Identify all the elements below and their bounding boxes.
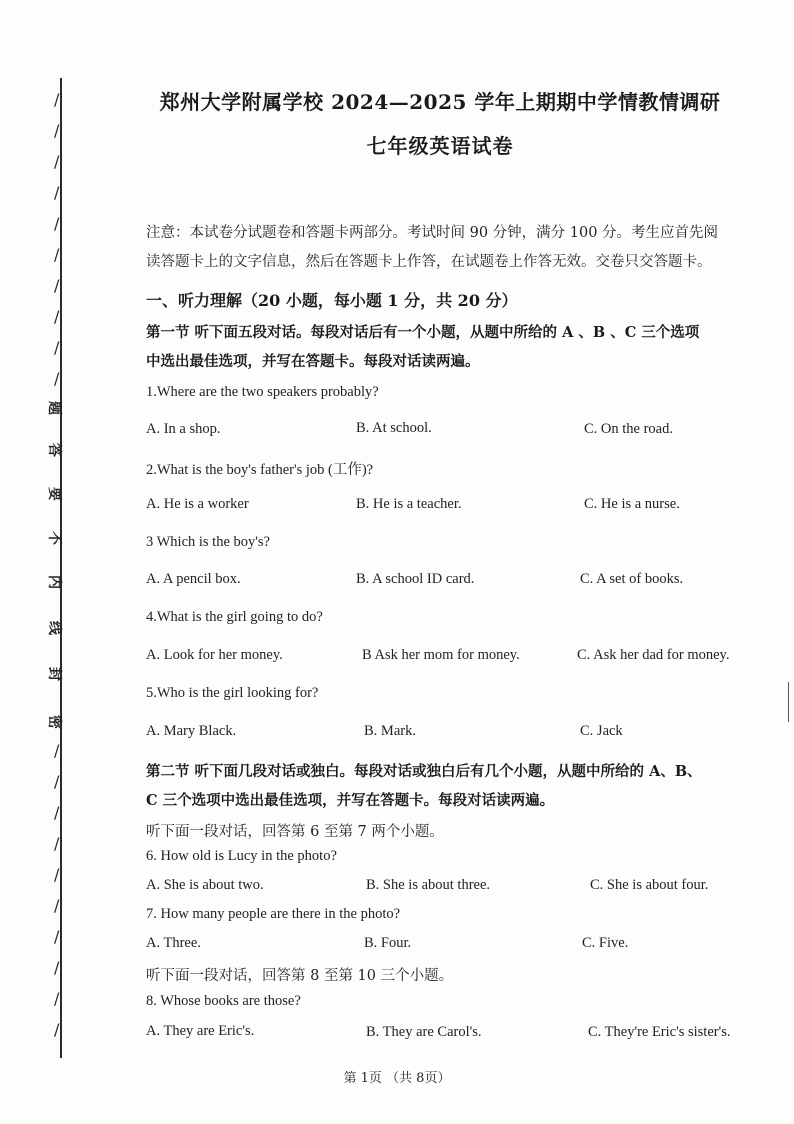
binding-slash: / bbox=[54, 183, 60, 202]
seal-char: 题 bbox=[46, 401, 62, 415]
section-heading: 一、听力理解（20 小题，每小题 1 分，共 20 分） bbox=[146, 291, 518, 310]
option-c: C. Jack bbox=[580, 723, 623, 739]
binding-slash: / bbox=[54, 307, 60, 326]
question-6: 6. How old is Lucy in the photo? bbox=[146, 848, 337, 864]
part1-line-1: 第一节 听下面五段对话。每段对话后有一个小题，从题中所给的 A 、B 、C 三个选项 bbox=[146, 324, 700, 341]
option-c: C. Five. bbox=[582, 935, 629, 951]
option-a: A. Mary Black. bbox=[146, 723, 237, 739]
notice-line-2: 读答题卡上的文字信息，然后在答题卡上作答，在试题卷上作答无效。交卷只交答题卡。 bbox=[146, 254, 712, 270]
binding-slash: / bbox=[54, 772, 60, 791]
binding-slash: / bbox=[54, 245, 60, 264]
question-8: 8. Whose books are those? bbox=[146, 993, 301, 1009]
seal-char: 线 bbox=[46, 621, 62, 635]
part1-line-2: 中选出最佳选项，并写在答题卡。每段对话读两遍。 bbox=[146, 353, 480, 370]
option-c: C. Ask her dad for money. bbox=[577, 647, 730, 663]
binding-slash: / bbox=[54, 1020, 60, 1039]
notice-line-1: 注意：本试卷分试题卷和答题卡两部分。考试时间 90 分钟，满分 100 分。考生应首先阅 bbox=[146, 225, 719, 241]
binding-slash: / bbox=[54, 927, 60, 946]
option-b: B. They are Carol's. bbox=[366, 1024, 482, 1040]
binding-slash: / bbox=[54, 121, 60, 140]
seal-char: 不 bbox=[46, 531, 62, 545]
seal-char: 密 bbox=[46, 715, 62, 729]
option-c: C. They're Eric's sister's. bbox=[588, 1024, 731, 1040]
part2-line-1: 第二节 听下面几段对话或独白。每段对话或独白后有几个小题，从题中所给的 A、B、 bbox=[146, 763, 702, 780]
option-a: A. Three. bbox=[146, 935, 201, 951]
binding-slash: / bbox=[54, 865, 60, 884]
option-b: B. She is about three. bbox=[366, 877, 491, 893]
binding-slash: / bbox=[54, 90, 60, 109]
option-a: A. Look for her money. bbox=[146, 647, 283, 663]
exam-title: 郑州大学附属学校 2024—2025 学年上期期中学情教情调研 bbox=[159, 90, 721, 114]
binding-slash: / bbox=[54, 338, 60, 357]
option-b: B. He is a teacher. bbox=[356, 496, 462, 512]
exam-subtitle: 七年级英语试卷 bbox=[366, 134, 514, 158]
binding-slash: / bbox=[54, 958, 60, 977]
option-a: A. He is a worker bbox=[146, 496, 249, 512]
question-4: 4.What is the girl going to do? bbox=[146, 609, 323, 625]
seal-char: 封 bbox=[46, 667, 62, 681]
question-5: 5.Who is the girl looking for? bbox=[146, 685, 319, 701]
seal-char: 要 bbox=[46, 487, 62, 501]
option-c: C. He is a nurse. bbox=[584, 496, 680, 512]
binding-slash: / bbox=[54, 896, 60, 915]
question-3: 3 Which is the boy's? bbox=[146, 534, 270, 550]
binding-slash: / bbox=[54, 989, 60, 1008]
binding-slash: / bbox=[54, 834, 60, 853]
margin-mark bbox=[788, 682, 793, 722]
instruction-8-10: 听下面一段对话，回答第 8 至第 10 三个小题。 bbox=[146, 968, 454, 984]
option-a: A. In a shop. bbox=[146, 421, 221, 437]
option-a: A. A pencil box. bbox=[146, 571, 241, 587]
option-b: B. At school. bbox=[356, 420, 432, 436]
option-a: A. They are Eric's. bbox=[146, 1023, 255, 1039]
seal-char: 答 bbox=[46, 443, 62, 457]
option-c: C. On the road. bbox=[584, 421, 673, 437]
binding-slash: / bbox=[54, 803, 60, 822]
binding-slash: / bbox=[54, 369, 60, 388]
option-b: B Ask her mom for money. bbox=[362, 647, 520, 663]
question-7: 7. How many people are there in the photo? bbox=[146, 906, 401, 922]
binding-slash: / bbox=[54, 276, 60, 295]
option-c: C. She is about four. bbox=[590, 877, 709, 893]
option-b: B. A school ID card. bbox=[356, 571, 475, 587]
seal-char: 内 bbox=[46, 575, 62, 589]
option-b: B. Four. bbox=[364, 935, 412, 951]
binding-slash: / bbox=[54, 741, 60, 760]
part2-line-2: C 三个选项中选出最佳选项，并写在答题卡。每段对话读两遍。 bbox=[146, 792, 555, 809]
option-b: B. Mark. bbox=[364, 723, 416, 739]
binding-slash: / bbox=[54, 152, 60, 171]
instruction-6-7: 听下面一段对话，回答第 6 至第 7 两个小题。 bbox=[146, 824, 444, 840]
option-c: C. A set of books. bbox=[580, 571, 684, 587]
option-a: A. She is about two. bbox=[146, 877, 264, 893]
page-number: 第 1页 （共 8页） bbox=[343, 1071, 451, 1086]
binding-line bbox=[60, 78, 62, 1058]
question-2: 2.What is the boy's father's job (工作)? bbox=[146, 462, 374, 478]
question-1: 1.Where are the two speakers probably? bbox=[146, 384, 379, 400]
binding-slash: / bbox=[54, 214, 60, 233]
binding-strip bbox=[0, 0, 90, 1124]
